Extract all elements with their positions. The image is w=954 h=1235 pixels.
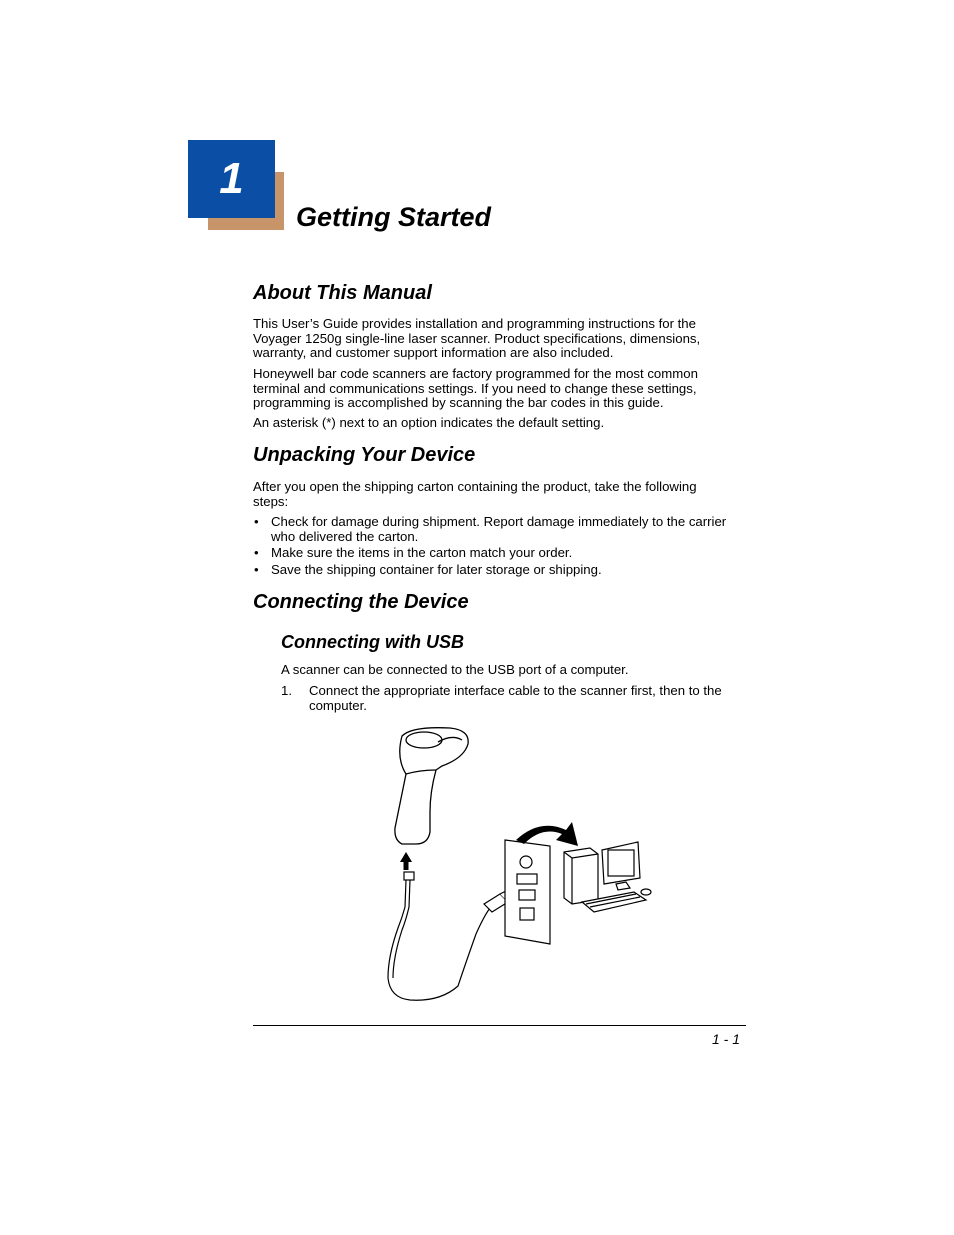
about-paragraph-1: This User’s Guide provides installation and programming instructions for the Voyager 1250g single-line laser scanner. Product specifications, dimensions, warranty, and customer support information are also included. — [253, 316, 701, 360]
page-number: 1 - 1 — [711, 1031, 740, 1047]
numbered-step — [281, 683, 739, 713]
list-item — [254, 514, 736, 544]
section-heading-unpacking: Unpacking Your Device — [253, 444, 476, 466]
bullet-glyph: • — [254, 545, 259, 560]
chapter-number: 1 — [219, 154, 244, 203]
computer-icon — [564, 842, 651, 912]
list-item — [254, 562, 736, 578]
usb-intro: A scanner can be connected to the USB port of a computer. — [281, 662, 629, 677]
list-item-text: Save the shipping container for later storage or shipping. — [271, 562, 602, 577]
bullet-glyph: • — [254, 514, 259, 529]
chapter-title: Getting Started — [296, 202, 492, 232]
arrow-up-icon — [400, 852, 412, 870]
curved-arrow-icon — [516, 822, 578, 846]
subsection-heading-usb: Connecting with USB — [281, 632, 464, 652]
footer-rule — [253, 1025, 746, 1026]
usb-connection-illustration — [380, 722, 660, 1007]
list-item-text: Make sure the items in the carton match your order. — [271, 545, 573, 560]
about-paragraph-2: Honeywell bar code scanners are factory programmed for the most common terminal and communications settings. If you need to change these settings, programming is accomplished by scanning the bar codes in this guide. — [253, 366, 698, 410]
list-item — [254, 545, 736, 561]
unpacking-intro: After you open the shipping carton containing the product, take the following steps: — [253, 479, 697, 509]
section-heading-connecting: Connecting the Device — [253, 591, 469, 613]
section-heading-about: About This Manual — [253, 282, 432, 304]
scanner-icon — [395, 728, 468, 844]
bullet-glyph: • — [254, 562, 259, 577]
step-text: Connect the appropriate interface cable to the scanner first, then to the computer. — [309, 683, 722, 713]
wall-panel-icon — [505, 840, 550, 944]
usb-cable-icon — [388, 872, 520, 1000]
step-number: 1. — [281, 683, 292, 698]
about-paragraph-3: An asterisk (*) next to an option indicates the default setting. — [253, 415, 605, 430]
list-item-text: Check for damage during shipment. Report damage immediately to the carrier who delivered the carton. — [271, 514, 727, 544]
